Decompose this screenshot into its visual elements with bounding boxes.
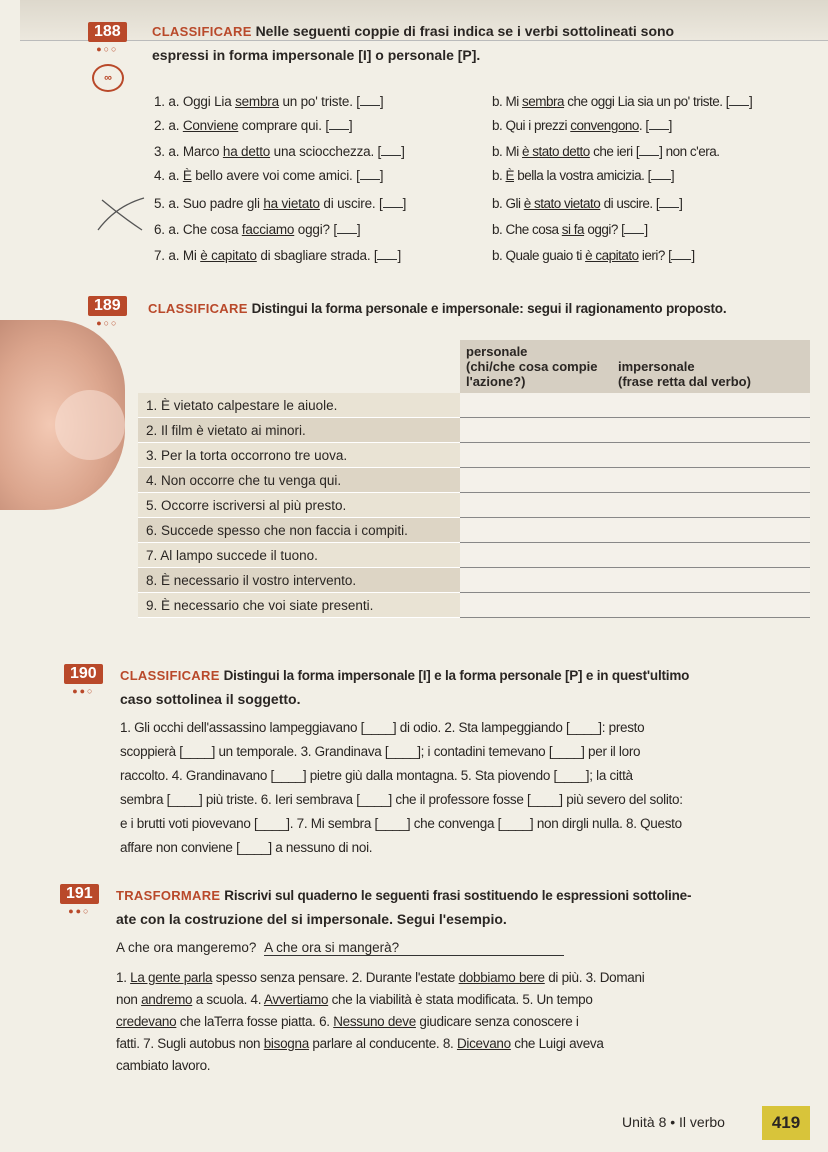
sentence-text: b. Quale guaio ti xyxy=(492,248,586,263)
ex188-infinity-icon: ∞ xyxy=(92,64,124,92)
ex191-instruction-line2: ate con la costruzione del si impersonale. Segui l'esempio. xyxy=(116,911,507,927)
sentence-text: ] xyxy=(670,168,675,183)
underlined-expression: Avvertiamo xyxy=(263,992,329,1007)
ex190-line: 1. Gli occhi dell'assassino lampeggiavano [____] di odio. 2. Sta lampeggiando [____]: presto xyxy=(120,720,645,735)
ex191-line xyxy=(116,988,593,1012)
ex188-sentence-7b xyxy=(492,248,695,263)
ex191-line xyxy=(116,1054,210,1078)
sentence-text: . [ xyxy=(638,118,649,133)
table-row xyxy=(138,543,810,568)
ex191-keyword: TRASFORMARE xyxy=(116,888,221,903)
sentence-text: che laTerra fosse piatta. 6. xyxy=(176,1014,334,1029)
col-personale-header xyxy=(460,340,612,393)
underlined-expression: Nessuno deve xyxy=(333,1014,416,1029)
underlined-verb: ha detto xyxy=(222,144,271,159)
ex191-line xyxy=(116,966,644,990)
sentence-text: oggi? [ xyxy=(584,222,625,237)
answer-blank[interactable] xyxy=(639,155,659,156)
answer-blank[interactable] xyxy=(337,233,357,234)
sentence-text: 4. a. xyxy=(154,168,183,183)
underlined-verb: si fa xyxy=(561,222,585,237)
sentence-text: ] xyxy=(644,222,648,237)
personale-answer-cell[interactable] xyxy=(460,543,612,568)
sentence-text: 2. a. xyxy=(154,118,183,133)
answer-blank[interactable] xyxy=(377,259,397,260)
answer-blank[interactable] xyxy=(329,129,349,130)
ex190-line: sembra [____] più triste. 6. Ieri sembrava [____] che il professore fosse [____] più severo del solito: xyxy=(120,792,683,807)
sentence-text: b. Che cosa xyxy=(492,222,562,237)
difficulty-dots: ●○○ xyxy=(96,44,119,54)
sentence-text: bella la vostra amicizia. [ xyxy=(514,168,651,183)
ex190-instruction-line2: caso sottolinea il soggetto. xyxy=(120,691,301,707)
impersonale-answer-cell[interactable] xyxy=(612,418,810,443)
sentence-text: che oggi Lia sia un po' triste. [ xyxy=(564,94,729,109)
sentence-text: 1. xyxy=(116,970,131,985)
underlined-verb: ha vietato xyxy=(263,196,320,211)
sentence-text: cambiato lavoro. xyxy=(116,1058,211,1073)
impersonale-answer-cell[interactable] xyxy=(612,468,810,493)
underlined-expression: dobbiamo bere xyxy=(458,970,545,985)
ex190-instr1-text: Distingui la forma impersonale [I] e la forma personale [P] e in quest'ultimo xyxy=(223,668,690,683)
pencil-cross-mark-icon xyxy=(96,196,146,232)
answer-blank[interactable] xyxy=(383,207,403,208)
underlined-verb: Conviene xyxy=(182,118,239,133)
sentence-text: parlare al conducente. 8. xyxy=(308,1036,457,1051)
underlined-verb: facciamo xyxy=(241,222,295,237)
answer-blank[interactable] xyxy=(729,105,749,106)
underlined-verb: è stato detto xyxy=(522,144,590,159)
sentence-text: ] xyxy=(401,144,405,159)
impersonale-answer-cell[interactable] xyxy=(612,518,810,543)
sentence-text: di uscire. [ xyxy=(600,196,660,211)
sentence-text: oggi? [ xyxy=(294,222,337,237)
ex190-line: e i brutti voti piovevano [____]. 7. Mi sembra [____] che convenga [____] non dirgli nulla. 8. Questo xyxy=(120,816,682,831)
example-answer: A che ora si mangerà? xyxy=(264,940,400,955)
personale-answer-cell[interactable] xyxy=(460,443,612,468)
ex188-sentence-5b xyxy=(492,196,682,211)
sentence-text: che la viabilità è stata modificata. 5. Un tempo xyxy=(328,992,593,1007)
sentence-text: ] xyxy=(668,118,672,133)
ex188-sentence-1a xyxy=(154,94,383,109)
ex191-instr1-text: Riscrivi sul quaderno le seguenti frasi sostituendo le espressioni sottoline- xyxy=(224,888,692,903)
sentence-text: un po' triste. [ xyxy=(278,94,360,109)
ex190-line: scoppierà [____] un temporale. 3. Grandinava [____]; i contadini temevano [____] per il loro xyxy=(120,744,641,759)
answer-blank[interactable] xyxy=(624,233,644,234)
page-number: 419 xyxy=(762,1106,810,1140)
ex188-instruction-line2: espressi in forma impersonale [I] o personale [P]. xyxy=(152,47,481,63)
ex188-sentence-4b xyxy=(492,168,674,183)
sentence-cell: 3. Per la torta occorrono tre uova. xyxy=(138,443,460,468)
impersonale-answer-cell[interactable] xyxy=(612,568,810,593)
sentence-text: spesso senza pensare. 2. Durante l'estate xyxy=(212,970,459,985)
sentence-text: ieri? [ xyxy=(638,248,672,263)
answer-blank[interactable] xyxy=(651,179,671,180)
ex188-sentence-3b xyxy=(492,144,719,159)
ex189-instr-text: Distingui la forma personale e impersonale: segui il ragionamento proposto. xyxy=(251,301,727,316)
sentence-text: 7. a. Mi xyxy=(154,248,201,263)
sentence-text: 3. a. Marco xyxy=(154,144,223,159)
difficulty-dots: ●●○ xyxy=(72,686,95,696)
table-row xyxy=(138,493,810,518)
underlined-verb: è capitato xyxy=(200,248,257,263)
impersonale-answer-cell[interactable] xyxy=(612,493,810,518)
sentence-text: b. Qui i prezzi xyxy=(492,118,571,133)
sentence-text: b. Mi xyxy=(492,94,523,109)
sentence-text: ] xyxy=(348,118,353,133)
sentence-text: comprare qui. [ xyxy=(238,118,329,133)
underlined-verb: sembra xyxy=(235,94,279,109)
col-impersonale-sub: (frase retta dal verbo) xyxy=(618,374,751,389)
sentence-text: 6. a. Che cosa xyxy=(154,222,242,237)
underlined-verb: È xyxy=(505,168,515,183)
ex188-sentence-3a xyxy=(154,144,405,159)
table-corner xyxy=(138,340,460,393)
sentence-text: ] xyxy=(402,196,407,211)
table-row xyxy=(138,393,810,418)
ex188-sentence-1b xyxy=(492,94,752,109)
ex188-sentence-2b xyxy=(492,118,672,133)
personale-answer-cell[interactable] xyxy=(460,593,612,618)
ex190-line: affare non conviene [____] a nessuno di noi. xyxy=(120,840,373,855)
sentence-text: ] xyxy=(379,94,384,109)
ex191-number xyxy=(60,884,99,916)
ex188-sentence-7a xyxy=(154,248,401,263)
table-row xyxy=(138,518,810,543)
sentence-cell: 7. Al lampo succede il tuono. xyxy=(138,543,460,568)
ex191-line xyxy=(116,1010,579,1034)
table-row xyxy=(138,418,810,443)
ex190-number xyxy=(64,664,103,696)
ex188-number xyxy=(88,22,127,54)
underlined-verb: è capitato xyxy=(585,248,639,263)
answer-blank[interactable] xyxy=(659,207,679,208)
underlined-verb: sembra xyxy=(522,94,565,109)
difficulty-dots: ●●○ xyxy=(68,906,91,916)
thumbnail-highlight xyxy=(55,390,125,460)
ex189-instruction xyxy=(148,297,726,320)
sentence-text: che ieri [ xyxy=(589,144,640,159)
sentence-cell: 9. È necessario che voi siate presenti. xyxy=(138,593,460,618)
ex190-instruction-line1 xyxy=(120,664,689,687)
ex188-sentence-5a xyxy=(154,196,406,211)
sentence-text: ] xyxy=(691,248,695,263)
underlined-expression: bisogna xyxy=(263,1036,309,1051)
answer-blank[interactable] xyxy=(360,105,380,106)
sentence-text: ] xyxy=(379,168,384,183)
sentence-text: di sbagliare strada. [ xyxy=(256,248,378,263)
sentence-text: bello avere voi come amici. [ xyxy=(191,168,360,183)
sentence-text: 5. a. Suo padre gli xyxy=(154,196,264,211)
sentence-text: ] xyxy=(679,196,683,211)
ex188-sentence-4a xyxy=(154,168,383,183)
answer-blank[interactable] xyxy=(671,259,691,260)
answer-blank[interactable] xyxy=(381,155,401,156)
answer-blank[interactable] xyxy=(649,129,669,130)
ex188-sentence-6b xyxy=(492,222,648,237)
sentence-cell: 2. Il film è vietato ai minori. xyxy=(138,418,460,443)
table-row xyxy=(138,468,810,493)
sentence-text: b. xyxy=(492,168,506,183)
ex188-keyword: CLASSIFICARE xyxy=(152,24,252,39)
exercise-number-badge: 189 xyxy=(88,296,127,316)
ex188-instruction-line1 xyxy=(152,20,674,43)
sentence-text: ] xyxy=(397,248,402,263)
personale-answer-cell[interactable] xyxy=(460,468,612,493)
difficulty-dots: ●○○ xyxy=(96,318,119,328)
ex189-keyword: CLASSIFICARE xyxy=(148,301,248,316)
sentence-cell: 4. Non occorre che tu venga qui. xyxy=(138,468,460,493)
impersonale-answer-cell[interactable] xyxy=(612,543,810,568)
col-impersonale-header xyxy=(612,340,810,393)
underlined-expression: La gente parla xyxy=(130,970,213,985)
exercise-number-badge: 188 xyxy=(88,22,127,42)
ex189-table-body xyxy=(138,393,810,618)
sentence-text: a scuola. 4. xyxy=(192,992,264,1007)
sentence-text: ] non c'era. xyxy=(659,144,720,159)
impersonale-answer-cell[interactable] xyxy=(612,443,810,468)
table-row xyxy=(138,568,810,593)
ex191-instruction-line1 xyxy=(116,884,691,907)
ex190-keyword: CLASSIFICARE xyxy=(120,668,220,683)
example-answer-line xyxy=(264,940,564,956)
exercise-number-badge: 191 xyxy=(60,884,99,904)
sentence-text: b. Mi xyxy=(492,144,523,159)
sentence-text: giudicare senza conoscere i xyxy=(415,1014,579,1029)
sentence-text: ] xyxy=(356,222,361,237)
underlined-verb: è stato vietato xyxy=(523,196,601,211)
footer-unit-label: Unità 8 • Il verbo xyxy=(622,1114,725,1130)
underlined-expression: andremo xyxy=(141,992,193,1007)
sentence-text: non xyxy=(116,992,142,1007)
sentence-text: una sciocchezza. [ xyxy=(270,144,382,159)
ex188-sentence-6a xyxy=(154,222,360,237)
col-impersonale-title: impersonale xyxy=(618,359,695,374)
sentence-text: che Luigi aveva xyxy=(510,1036,604,1051)
answer-blank[interactable] xyxy=(360,179,380,180)
ex191-example xyxy=(116,940,564,956)
sentence-cell: 5. Occorre iscriversi al più presto. xyxy=(138,493,460,518)
sentence-cell: 1. È vietato calpestare le aiuole. xyxy=(138,393,460,418)
personale-answer-cell[interactable] xyxy=(460,568,612,593)
ex188-instr1-text: Nelle seguenti coppie di frasi indica se i verbi sottolineati sono xyxy=(255,23,675,39)
underlined-expression: credevano xyxy=(116,1014,177,1029)
underlined-verb: convengono xyxy=(570,118,639,133)
ex189-table xyxy=(138,340,810,618)
sentence-text: ] xyxy=(748,94,753,109)
sentence-text: di uscire. [ xyxy=(319,196,383,211)
personale-answer-cell[interactable] xyxy=(460,518,612,543)
col-personale-sub: (chi/che cosa compie l'azione?) xyxy=(466,359,598,389)
sentence-cell: 6. Succede spesso che non faccia i compiti. xyxy=(138,518,460,543)
table-row xyxy=(138,443,810,468)
impersonale-answer-cell[interactable] xyxy=(612,593,810,618)
underlined-expression: Dicevano xyxy=(456,1036,511,1051)
personale-answer-cell[interactable] xyxy=(460,493,612,518)
example-question: A che ora mangeremo? xyxy=(116,940,257,955)
sentence-text: b. Gli xyxy=(492,196,524,211)
exercise-number-badge: 190 xyxy=(64,664,103,684)
table-row xyxy=(138,593,810,618)
sentence-text: fatti. 7. Sugli autobus non xyxy=(116,1036,264,1051)
ex188-sentence-2a xyxy=(154,118,352,133)
impersonale-answer-cell[interactable] xyxy=(612,393,810,418)
sentence-text: di più. 3. Domani xyxy=(544,970,645,985)
sentence-text: 1. a. Oggi Lia xyxy=(154,94,236,109)
ex191-line xyxy=(116,1032,604,1056)
ex189-number xyxy=(88,296,127,328)
col-personale-title: personale xyxy=(466,344,528,359)
ex190-line: raccolto. 4. Grandinavano [____] pietre giù dalla montagna. 5. Sta piovendo [____]; la città xyxy=(120,768,633,783)
underlined-verb: È xyxy=(182,168,192,183)
personale-answer-cell[interactable] xyxy=(460,393,612,418)
sentence-cell: 8. È necessario il vostro intervento. xyxy=(138,568,460,593)
personale-answer-cell[interactable] xyxy=(460,418,612,443)
